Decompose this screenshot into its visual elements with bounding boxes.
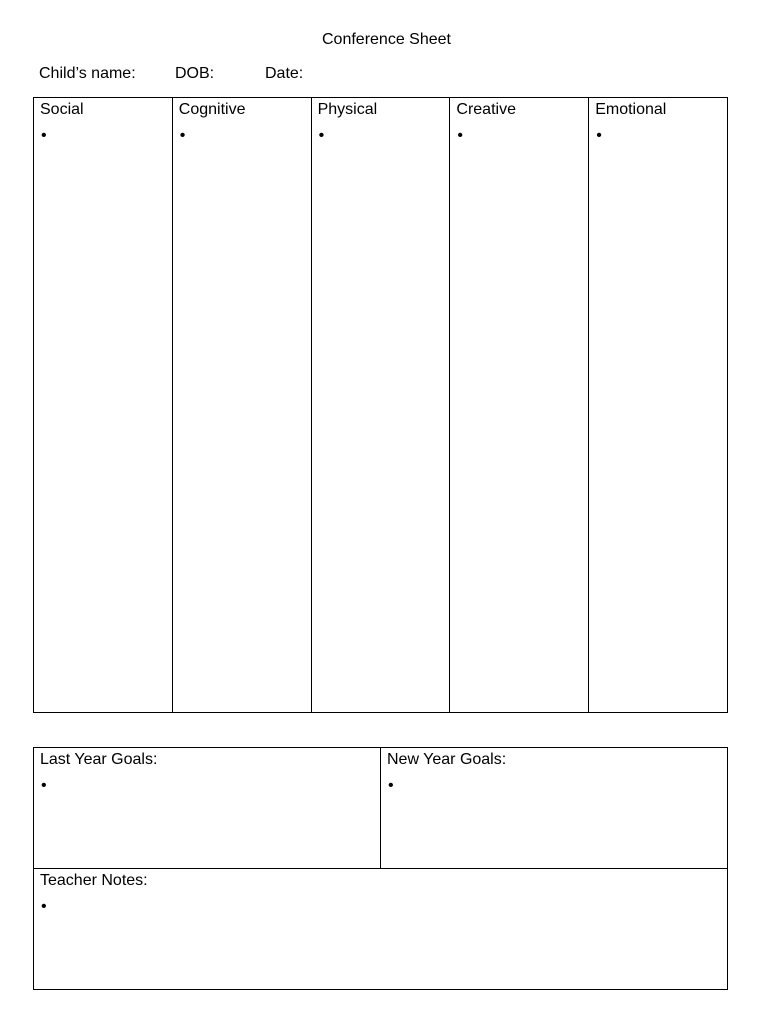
goals-row [34, 748, 728, 869]
child-name-label: Child’s name: [39, 65, 136, 82]
column-heading-emotional: Emotional [595, 101, 667, 118]
dob-label: DOB: [175, 65, 215, 82]
bullet-point: • [179, 127, 186, 144]
column-heading-social: Social [40, 101, 84, 118]
development-table [33, 97, 728, 713]
page-title: Conference Sheet [322, 31, 451, 48]
bullet-point: • [318, 127, 325, 144]
cognitive-column[interactable] [172, 98, 311, 713]
bullet-point: • [41, 127, 47, 144]
social-column[interactable] [34, 98, 173, 713]
bullet-point: • [596, 127, 602, 144]
bullet-point: • [41, 777, 47, 794]
emotional-column[interactable] [589, 98, 728, 713]
bullet-point: • [457, 127, 463, 144]
column-heading-physical: Physical [317, 101, 378, 118]
creative-column[interactable] [450, 98, 589, 713]
date-label: Date: [265, 65, 304, 82]
physical-column[interactable] [311, 98, 450, 713]
teacher-notes-row [34, 869, 728, 990]
new-year-goals-cell[interactable] [381, 748, 728, 869]
bullet-point: • [388, 777, 394, 794]
new-year-goals-label: New Year Goals: [387, 751, 507, 768]
last-year-goals-label: Last Year Goals: [40, 751, 158, 768]
development-row [34, 98, 728, 713]
last-year-goals-cell[interactable] [34, 748, 381, 869]
teacher-notes-cell[interactable] [34, 869, 728, 990]
column-heading-creative: Creative [456, 101, 516, 118]
goals-table [33, 747, 728, 990]
teacher-notes-label: Teacher Notes: [40, 872, 148, 889]
bullet-point: • [41, 898, 47, 915]
column-heading-cognitive: Cognitive [178, 101, 246, 118]
